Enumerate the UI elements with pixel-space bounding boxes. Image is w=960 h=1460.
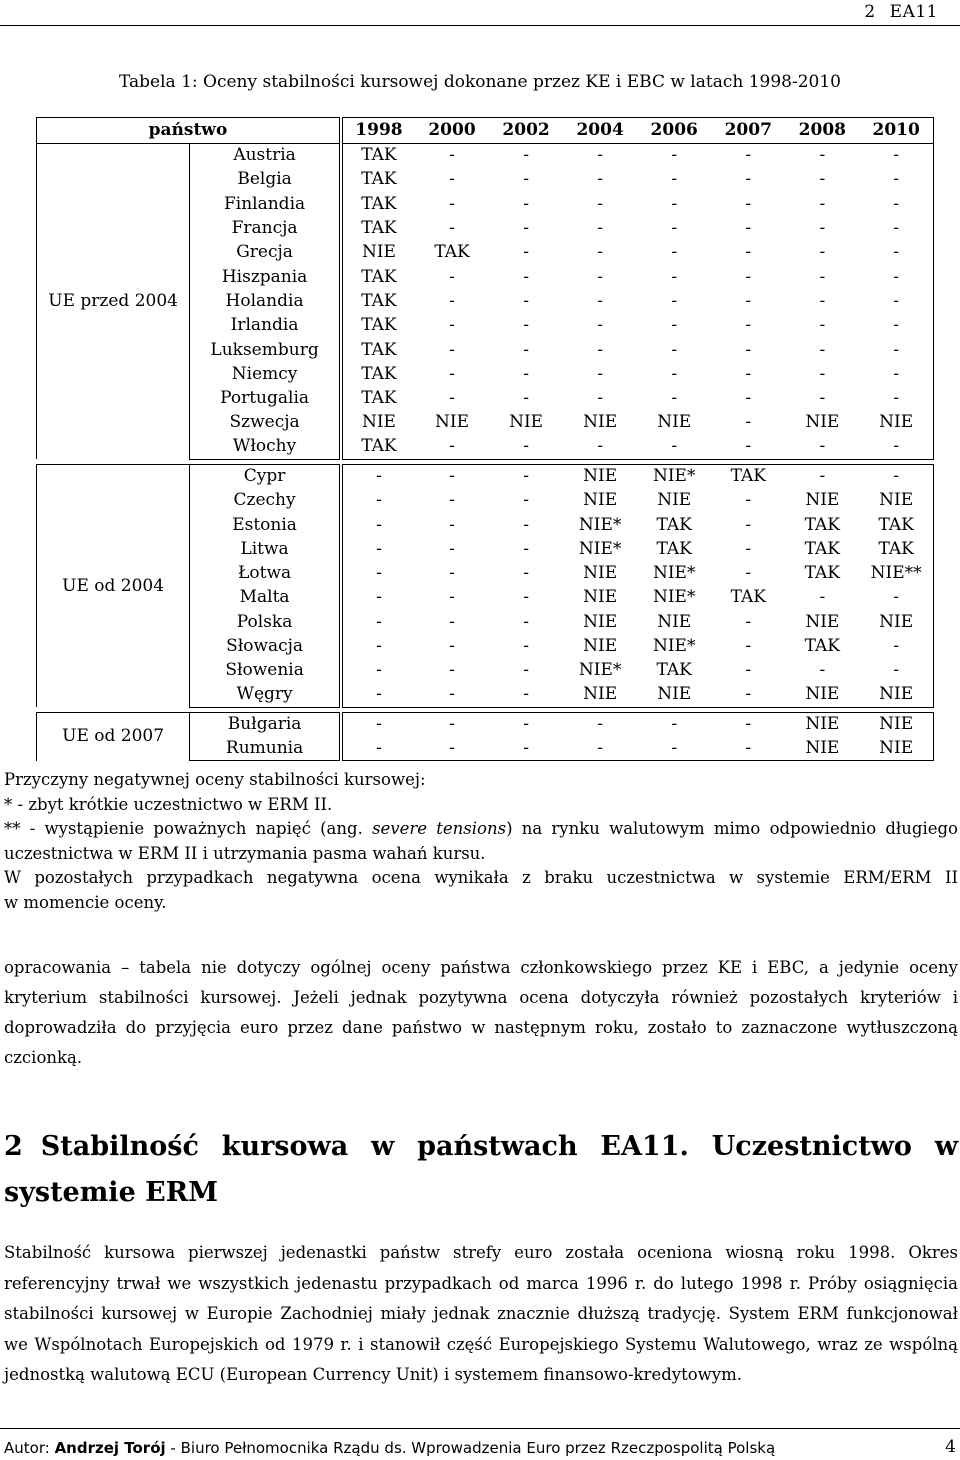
rating-cell: TAK: [341, 435, 415, 459]
rating-cell: -: [745, 514, 752, 535]
country-name: Estonia: [190, 513, 341, 537]
rating-cell: NIE: [583, 611, 618, 632]
country-name: Malta: [190, 586, 341, 610]
country-name: Austria: [190, 144, 341, 168]
rating-cell: -: [449, 290, 455, 311]
rating-cell: NIE: [509, 412, 544, 433]
rating-cell: NIE: [563, 464, 637, 488]
rating-cell: -: [745, 169, 752, 190]
rating-cell: -: [341, 683, 415, 707]
rating-cell: TAK: [434, 242, 470, 263]
rating-cell: -: [819, 587, 826, 608]
rating-cell: -: [489, 464, 563, 488]
rating-cell: -: [671, 169, 678, 190]
rating-cell: -: [745, 660, 752, 681]
rating-cell: -: [711, 435, 785, 459]
table-row: [37, 712, 934, 736]
rating-cell: -: [449, 266, 455, 287]
rating-cell: NIE: [637, 683, 711, 707]
rating-cell: NIE: [859, 610, 933, 634]
rating-cell: -: [671, 290, 678, 311]
rating-cell: -: [489, 712, 563, 736]
rating-cell: NIE: [583, 412, 618, 433]
rating-cell: -: [449, 563, 455, 584]
rating-cell: -: [523, 315, 529, 336]
rating-cell: TAK: [656, 538, 692, 559]
rating-cell: -: [489, 144, 563, 168]
rating-cell: NIE: [859, 737, 933, 761]
rating-cell: TAK: [804, 563, 841, 584]
rating-cell: -: [711, 712, 785, 736]
rating-cell: -: [523, 660, 529, 681]
rating-cell: -: [819, 169, 826, 190]
rating-cell: -: [745, 363, 752, 384]
group-label: UE od 2007: [37, 712, 190, 761]
rating-cell: -: [341, 737, 415, 761]
rating-cell: NIE: [435, 412, 470, 433]
country-name: Łotwa: [190, 562, 341, 586]
rating-cell: -: [597, 315, 604, 336]
rating-cell: -: [819, 242, 826, 263]
running-header: [0, 0, 960, 26]
rating-cell: -: [563, 737, 637, 761]
rating-cell: -: [523, 339, 529, 360]
rating-cell: -: [523, 290, 529, 311]
rating-cell: -: [449, 193, 455, 214]
rating-cell: NIE: [805, 490, 840, 511]
rating-cell: TAK: [361, 193, 397, 214]
rating-cell: -: [489, 683, 563, 707]
rating-cell: -: [859, 168, 933, 192]
rating-cell: -: [671, 363, 678, 384]
col-state-header: państwo: [37, 118, 341, 144]
rating-cell: -: [523, 388, 529, 409]
rating-cell: -: [523, 514, 529, 535]
footer-author: Autor: Andrzej Torój - Biuro Pełnomocnika Rządu ds. Wprowadzenia Euro przez Rzeczpospolitą Polską: [4, 1439, 776, 1457]
rating-cell: -: [819, 315, 826, 336]
rating-cell: -: [597, 218, 604, 239]
col-year: 1998: [341, 118, 415, 144]
rating-cell: -: [859, 289, 933, 313]
rating-cell: -: [745, 611, 752, 632]
rating-cell: -: [597, 339, 604, 360]
rating-cell: -: [745, 193, 752, 214]
rating-cell: -: [859, 659, 933, 683]
rating-cell: -: [859, 386, 933, 410]
rating-cell: -: [711, 144, 785, 168]
country-name: Litwa: [190, 537, 341, 561]
col-year: 2000: [415, 118, 489, 144]
rating-cell: -: [859, 338, 933, 362]
rating-cell: -: [597, 169, 604, 190]
rating-cell: -: [745, 636, 752, 657]
rating-cell: -: [637, 435, 711, 459]
rating-cell: NIE: [859, 712, 933, 736]
rating-cell: -: [859, 586, 933, 610]
rating-cell: -: [523, 636, 529, 657]
page-footer: [0, 1428, 960, 1457]
rating-cell: -: [819, 660, 826, 681]
rating-cell: -: [523, 242, 529, 263]
rating-cell: NIE: [657, 611, 692, 632]
rating-cell: NIE**: [859, 562, 933, 586]
note-double-star: ** - wystąpienie poważnych napięć (ang. severe tensions) na rynku walutowym mimo odpowiednio długiego: [4, 819, 958, 838]
country-name: Bułgaria: [190, 712, 341, 736]
country-name: Słowenia: [190, 659, 341, 683]
rating-cell: TAK: [361, 290, 397, 311]
table-body: [37, 144, 934, 761]
group-label: UE przed 2004: [37, 144, 190, 460]
rating-cell: NIE: [361, 242, 396, 263]
rating-cell: -: [597, 290, 604, 311]
rating-cell: TAK: [361, 218, 397, 239]
rating-cell: -: [597, 363, 604, 384]
rating-cell: -: [376, 490, 382, 511]
rating-cell: -: [671, 315, 678, 336]
rating-cell: -: [671, 266, 678, 287]
rating-cell: TAK: [804, 538, 841, 559]
col-year: 2006: [637, 118, 711, 144]
rating-cell: -: [449, 388, 455, 409]
rating-cell: -: [745, 412, 752, 433]
rating-cell: NIE*: [578, 660, 622, 681]
rating-cell: TAK: [361, 339, 397, 360]
rating-cell: -: [449, 538, 455, 559]
note-single-star: * - zbyt krótkie uczestnictwo w ERM II.: [4, 794, 333, 814]
rating-cell: -: [449, 611, 455, 632]
rating-cell: -: [819, 266, 826, 287]
rating-cell: TAK: [804, 636, 841, 657]
rating-cell: -: [415, 464, 489, 488]
rating-cell: -: [637, 737, 711, 761]
rating-cell: NIE: [583, 587, 618, 608]
rating-cell: -: [449, 490, 455, 511]
country-name: Rumunia: [190, 737, 341, 761]
rating-cell: TAK: [341, 144, 415, 168]
rating-cell: -: [523, 538, 529, 559]
rating-cell: -: [637, 712, 711, 736]
rating-cell: -: [671, 193, 678, 214]
rating-cell: -: [859, 265, 933, 289]
rating-cell: TAK: [859, 513, 933, 537]
rating-cell: -: [523, 587, 529, 608]
rating-cell: TAK: [361, 315, 397, 336]
country-name: Cypr: [190, 464, 341, 488]
rating-cell: NIE*: [637, 464, 711, 488]
author-name: Andrzej Torój: [54, 1439, 166, 1457]
section-heading: [4, 1124, 958, 1216]
rating-cell: -: [376, 611, 382, 632]
rating-cell: NIE: [583, 636, 618, 657]
rating-cell: -: [415, 435, 489, 459]
rating-cell: -: [415, 712, 489, 736]
note-double-star-cont: uczestnictwa w ERM II i utrzymania pasma wahań kursu.: [4, 843, 486, 863]
rating-cell: -: [597, 242, 604, 263]
table-notes: [4, 768, 958, 915]
country-name: Hiszpania: [190, 265, 341, 289]
rating-cell: -: [415, 144, 489, 168]
country-name: Grecja: [190, 241, 341, 265]
rating-cell: -: [415, 737, 489, 761]
rating-cell: -: [523, 169, 529, 190]
rating-cell: NIE: [859, 489, 933, 513]
rating-cell: -: [563, 435, 637, 459]
country-name: Finlandia: [190, 192, 341, 216]
rating-cell: -: [859, 144, 933, 168]
rating-cell: TAK: [361, 363, 397, 384]
rating-cell: -: [859, 192, 933, 216]
notes-title: Przyczyny negatywnej oceny stabilności kursowej:: [4, 770, 426, 789]
rating-cell: TAK: [361, 169, 397, 190]
rating-cell: -: [745, 315, 752, 336]
country-name: Węgry: [190, 683, 341, 707]
rating-cell: -: [671, 242, 678, 263]
rating-cell: -: [449, 218, 455, 239]
rating-cell: -: [859, 216, 933, 240]
rating-cell: -: [449, 587, 455, 608]
rating-cell: -: [745, 218, 752, 239]
rating-cell: -: [819, 339, 826, 360]
rating-cell: TAK: [730, 587, 766, 608]
rating-cell: -: [637, 144, 711, 168]
rating-cell: NIE*: [652, 636, 696, 657]
col-year: 2010: [859, 118, 933, 144]
rating-cell: -: [449, 363, 455, 384]
rating-cell: TAK: [804, 514, 841, 535]
rating-cell: -: [376, 660, 382, 681]
rating-cell: NIE: [785, 737, 859, 761]
rating-cell: NIE: [805, 412, 840, 433]
rating-cell: -: [489, 435, 563, 459]
rating-cell: -: [563, 144, 637, 168]
table-row: [37, 464, 934, 488]
rating-cell: -: [785, 435, 859, 459]
rating-cell: -: [449, 514, 455, 535]
rating-cell: -: [449, 636, 455, 657]
col-year: 2004: [563, 118, 637, 144]
rating-cell: -: [449, 339, 455, 360]
rating-cell: -: [597, 193, 604, 214]
section-title: Stabilność kursowa w państwach EA11. Uczestnictwo w systemie ERM: [4, 1131, 958, 1208]
rating-cell: TAK: [711, 464, 785, 488]
rating-cell: NIE: [361, 412, 396, 433]
rating-cell: NIE*: [652, 563, 696, 584]
country-name: Słowacja: [190, 634, 341, 658]
rating-cell: -: [449, 660, 455, 681]
rating-cell: -: [745, 290, 752, 311]
footer-page-number: 4: [945, 1437, 956, 1457]
rating-cell: -: [745, 563, 752, 584]
rating-cell: NIE: [563, 683, 637, 707]
rating-cell: -: [819, 290, 826, 311]
rating-cell: -: [785, 464, 859, 488]
rating-cell: NIE*: [578, 514, 622, 535]
country-name: Polska: [190, 610, 341, 634]
rating-cell: NIE*: [652, 587, 696, 608]
rating-cell: -: [745, 388, 752, 409]
rating-cell: -: [671, 339, 678, 360]
rating-cell: -: [859, 634, 933, 658]
table-caption: Tabela 1: Oceny stabilności kursowej dokonane przez KE i EBC w latach 1998-2010: [119, 72, 841, 92]
rating-cell: -: [859, 314, 933, 338]
col-year: 2007: [711, 118, 785, 144]
rating-cell: TAK: [361, 388, 397, 409]
group-label: UE od 2004: [37, 464, 190, 707]
note-other: W pozostałych przypadkach negatywna ocena wynikała z braku uczestnictwa w systemie ERM/ERM II: [4, 868, 958, 887]
table-row: [37, 144, 934, 168]
rating-cell: TAK: [361, 266, 397, 287]
country-name: Włochy: [190, 435, 341, 459]
rating-cell: -: [376, 587, 382, 608]
country-name: Czechy: [190, 489, 341, 513]
country-name: Luksemburg: [190, 338, 341, 362]
rating-cell: NIE: [805, 611, 840, 632]
rating-cell: NIE: [785, 683, 859, 707]
section-number: 2: [4, 1131, 23, 1162]
rating-cell: -: [819, 218, 826, 239]
rating-cell: -: [819, 388, 826, 409]
rating-cell: NIE: [657, 412, 692, 433]
rating-cell: -: [711, 737, 785, 761]
rating-cell: TAK: [859, 537, 933, 561]
stability-table: [36, 117, 934, 761]
rating-cell: -: [376, 514, 382, 535]
rating-cell: -: [523, 563, 529, 584]
rating-cell: -: [671, 388, 678, 409]
rating-cell: -: [523, 193, 529, 214]
rating-cell: -: [597, 266, 604, 287]
rating-cell: -: [819, 363, 826, 384]
rating-cell: -: [523, 218, 529, 239]
rating-cell: NIE: [657, 490, 692, 511]
rating-cell: -: [745, 538, 752, 559]
note-other-cont: w momencie oceny.: [4, 892, 167, 912]
country-name: Irlandia: [190, 314, 341, 338]
rating-cell: -: [523, 266, 529, 287]
rating-cell: NIE: [859, 683, 933, 707]
rating-cell: NIE: [785, 712, 859, 736]
rating-cell: TAK: [656, 660, 692, 681]
rating-cell: -: [745, 339, 752, 360]
rating-cell: NIE: [583, 563, 618, 584]
rating-cell: -: [671, 218, 678, 239]
running-header-text: [850, 2, 938, 22]
rating-cell: -: [341, 712, 415, 736]
running-header-page: 2: [864, 2, 876, 22]
rating-cell: -: [745, 490, 752, 511]
rating-cell: -: [449, 315, 455, 336]
rating-cell: -: [523, 490, 529, 511]
rating-cell: -: [376, 538, 382, 559]
rating-cell: -: [489, 737, 563, 761]
rating-cell: -: [859, 241, 933, 265]
rating-cell: -: [745, 242, 752, 263]
rating-cell: -: [597, 388, 604, 409]
country-name: Szwecja: [190, 411, 341, 435]
rating-cell: -: [415, 683, 489, 707]
rating-cell: NIE: [859, 411, 933, 435]
country-name: Portugalia: [190, 386, 341, 410]
rating-cell: -: [785, 144, 859, 168]
rating-cell: -: [376, 563, 382, 584]
rating-cell: -: [523, 611, 529, 632]
table-header-row: [37, 118, 934, 144]
rating-cell: -: [819, 193, 826, 214]
rating-cell: -: [859, 362, 933, 386]
rating-cell: -: [859, 464, 933, 488]
country-name: Holandia: [190, 289, 341, 313]
rating-cell: -: [711, 683, 785, 707]
paragraph-section-body: Stabilność kursowa pierwszej jedenastki państw strefy euro została oceniona wiosną roku 1998. Okres referencyjny trwał we wszystkich jedenastu przypadkach od marca 1996 r. do lutego 1998 r. Próby osiągnięcia stabilności kursowej w Europie Zachodniej miały jednak znacznie dłuższą tradycję. System ERM funkcjonował we Wspólnotach Europejskich od 1979 r. i stanowił część Europejskiego Systemu Walutowego, wraz ze wspólną jednostką walutową ECU (European Currency Unit) i systemem finansowo-kredytowym.: [4, 1243, 958, 1384]
rating-cell: TAK: [656, 514, 692, 535]
rating-cell: -: [859, 435, 933, 459]
rating-cell: NIE*: [578, 538, 622, 559]
country-name: Niemcy: [190, 362, 341, 386]
rating-cell: -: [523, 363, 529, 384]
rating-cell: -: [376, 636, 382, 657]
rating-cell: -: [341, 464, 415, 488]
rating-cell: -: [449, 169, 455, 190]
running-header-section: EA11: [889, 2, 938, 22]
rating-cell: -: [745, 266, 752, 287]
rating-cell: NIE: [583, 490, 618, 511]
country-name: Francja: [190, 216, 341, 240]
country-name: Belgia: [190, 168, 341, 192]
col-year: 2008: [785, 118, 859, 144]
paragraph-table-explanation: opracowania – tabela nie dotyczy ogólnej oceny państwa członkowskiego przez KE i EBC, a jedynie oceny kryterium stabilności kursowej. Jeżeli jednak pozytywna ocena dotyczyła również pozostałych kryteriów i doprowadziła do przyjęcia euro przez dane państwo w następnym roku, zostało to zaznaczone wytłuszczoną czcionką.: [4, 958, 958, 1067]
col-year: 2002: [489, 118, 563, 144]
rating-cell: -: [563, 712, 637, 736]
